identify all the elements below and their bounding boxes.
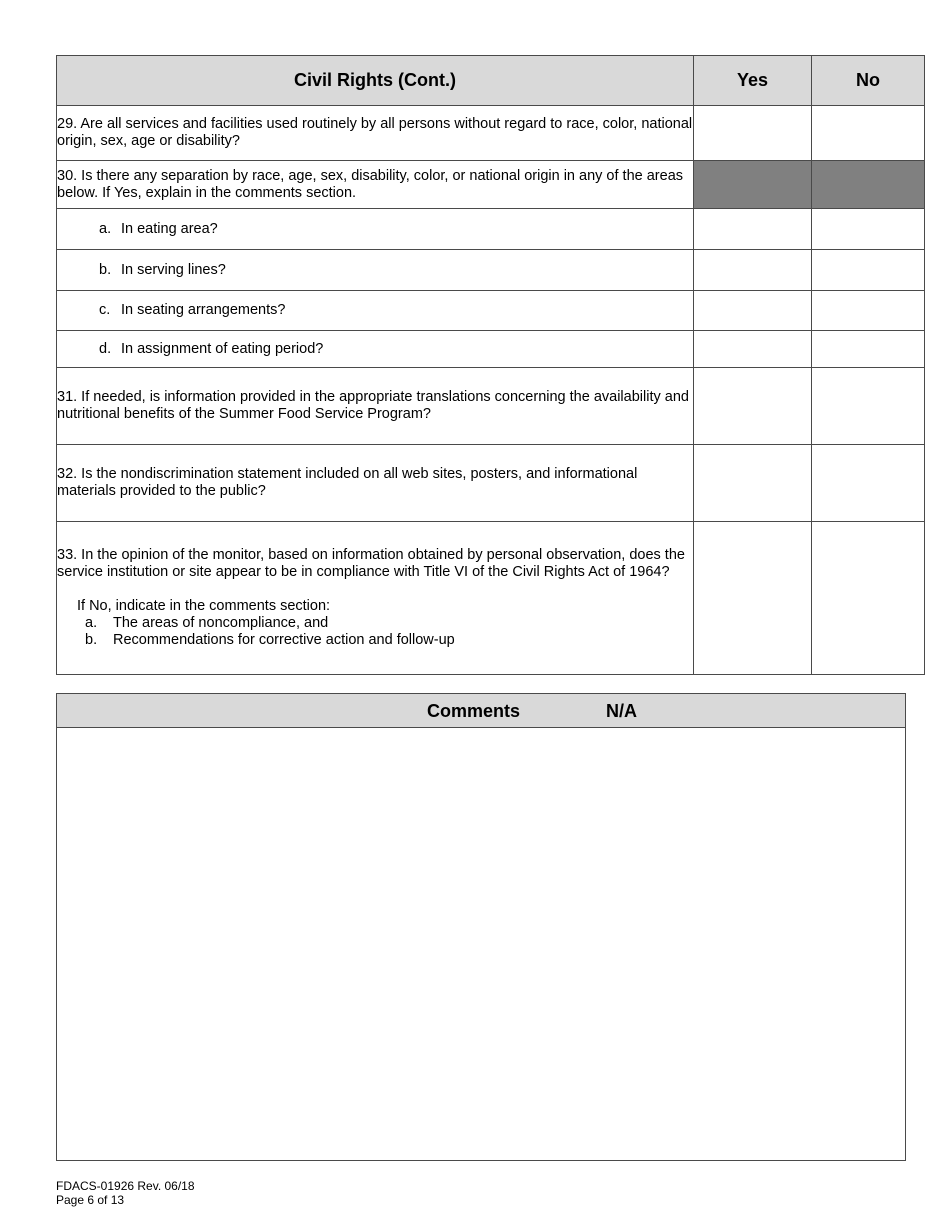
question-32-no-cell[interactable]	[812, 445, 925, 522]
item-text: The areas of noncompliance, and	[113, 615, 329, 631]
question-32-yes-cell[interactable]	[694, 445, 812, 522]
item-label: c.	[99, 302, 111, 318]
item-text: In serving lines?	[121, 261, 226, 278]
comments-na-label[interactable]: N/A	[606, 701, 637, 721]
question-33-no-cell[interactable]	[812, 522, 925, 675]
question-30-text: 30. Is there any separation by race, age, sex, disability, color, or national origin in any of the areas below. If Yes, explain in the comments section.	[57, 161, 694, 209]
question-29-row	[57, 106, 925, 161]
yes-column-header: Yes	[694, 56, 812, 106]
question-33-note: If No, indicate in the comments section:	[77, 598, 331, 614]
question-30c-text	[57, 291, 694, 331]
question-33-cell	[57, 522, 694, 675]
question-30c-row	[57, 291, 925, 331]
question-30d-no-cell[interactable]	[812, 331, 925, 368]
question-33-instructions	[57, 598, 693, 649]
question-31-row	[57, 368, 925, 445]
item-text: In seating arrangements?	[121, 302, 286, 318]
item-label: d.	[99, 340, 112, 357]
question-29-no-cell[interactable]	[812, 106, 925, 161]
comments-header	[57, 694, 905, 728]
no-column-header: No	[812, 56, 925, 106]
question-29-yes-cell[interactable]	[694, 106, 812, 161]
question-30d-row	[57, 331, 925, 368]
question-32-text: 32. Is the nondiscrimination statement included on all web sites, posters, and informational materials provided to the public?	[57, 445, 694, 522]
question-33-yes-cell[interactable]	[694, 522, 812, 675]
question-31-yes-cell[interactable]	[694, 368, 812, 445]
item-text: In eating area?	[121, 220, 218, 237]
civil-rights-checklist	[56, 55, 925, 675]
form-id: FDACS-01926 Rev. 06/18	[56, 1179, 195, 1193]
section-title: Civil Rights (Cont.)	[57, 56, 694, 106]
question-30-row	[57, 161, 925, 209]
table-header-row	[57, 56, 925, 106]
comments-title: Comments	[427, 701, 521, 721]
question-30a-no-cell[interactable]	[812, 209, 925, 250]
question-31-no-cell[interactable]	[812, 368, 925, 445]
question-33-text: 33. In the opinion of the monitor, based on information obtained by personal observation, does the service institution or site appear to be in compliance with Title VI of the Civil Rights Act of 1964?	[57, 547, 685, 580]
item-label: b.	[85, 632, 98, 648]
question-33-item-b	[77, 632, 693, 649]
question-30a-text	[57, 209, 694, 250]
question-29-text: 29. Are all services and facilities used routinely by all persons without regard to race, color, national origin, sex, age or disability?	[57, 106, 694, 161]
item-label: a.	[85, 615, 98, 631]
item-text: Recommendations for corrective action and follow-up	[113, 632, 455, 648]
question-30-no-cell-shaded	[812, 161, 925, 209]
page-footer	[56, 1179, 195, 1207]
question-30b-row	[57, 250, 925, 291]
question-31-text: 31. If needed, is information provided in the appropriate translations concerning the availability and nutritional benefits of the Summer Food Service Program?	[57, 368, 694, 445]
question-30a-row	[57, 209, 925, 250]
item-label: b.	[99, 261, 112, 278]
question-33-row	[57, 522, 925, 675]
question-30b-text	[57, 250, 694, 291]
page-number: Page 6 of 13	[56, 1193, 125, 1207]
comments-area[interactable]	[57, 728, 905, 1160]
question-30a-yes-cell[interactable]	[694, 209, 812, 250]
question-30-yes-cell-shaded	[694, 161, 812, 209]
question-30c-yes-cell[interactable]	[694, 291, 812, 331]
question-30b-no-cell[interactable]	[812, 250, 925, 291]
question-30d-yes-cell[interactable]	[694, 331, 812, 368]
question-33-item-a	[77, 615, 693, 632]
comments-box	[56, 693, 906, 1161]
question-30c-no-cell[interactable]	[812, 291, 925, 331]
question-32-row	[57, 445, 925, 522]
item-label: a.	[99, 220, 112, 237]
question-30d-text	[57, 331, 694, 368]
item-text: In assignment of eating period?	[121, 340, 324, 357]
question-30b-yes-cell[interactable]	[694, 250, 812, 291]
